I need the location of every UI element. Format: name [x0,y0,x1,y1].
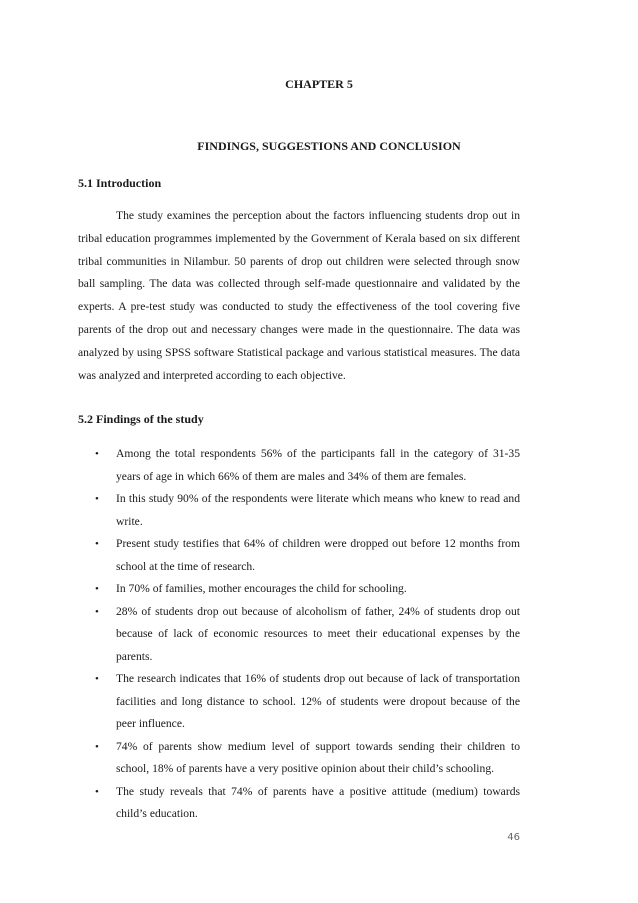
list-item [78,668,520,736]
bullet-icon: • [95,673,99,685]
list-item [78,601,520,669]
list-item-text: The research indicates that 16% of students drop out because of lack of transportation facilities and long distance to school. 12% of students were dropout because of the peer influence. [116,672,520,730]
list-item-text: In this study 90% of the respondents were literate which means who knew to read and write. [116,492,520,528]
list-item [78,533,520,578]
section-heading-findings: 5.2 Findings of the study [78,412,204,426]
findings-list [78,443,520,826]
list-item-text: The study reveals that 74% of parents have a positive attitude (medium) towards child’s education. [116,784,520,820]
bullet-icon: • [95,448,99,460]
list-item [78,578,520,601]
list-item-text: In 70% of families, mother encourages the child for schooling. [116,582,407,595]
bullet-icon: • [95,785,99,798]
introduction-paragraph: The study examines the perception about the factors influencing students drop out in tribal education programmes implemented by the Government of Kerala based on six different tribal communities in Nilambur. 50 parents of drop out children were selected through snow ball sampling. The data was collected through self-made questionnaire and validated by the experts. A pre-test study was conducted to study the effectiveness of the tool covering five parents of the drop out and necessary changes were made in the questionnaire. The data was analyzed by using SPSS software Statistical package and various statistical measures. The data was analyzed and interpreted according to each objective. [78,209,520,382]
list-item-text: 28% of students drop out because of alcoholism of father, 24% of students drop out because of lack of economic resources to meet their educational expenses by the parents. [116,604,520,663]
page-number: 46 [507,832,520,843]
list-item-text: Among the total respondents 56% of the participants fall in the category of 31-35 years of age in which 66% of them are males and 34% of them are females. [116,447,520,483]
list-item [78,443,520,488]
chapter-title: FINDINGS, SUGGESTIONS AND CONCLUSION [197,139,461,153]
bullet-icon: • [95,605,99,618]
list-item-text: 74% of parents show medium level of support towards sending their children to school, 18% of parents have a very positive opinion about their child’s schooling. [116,739,520,775]
chapter-label: CHAPTER 5 [285,77,353,91]
bullet-icon: • [95,740,99,753]
list-item [78,781,520,826]
bullet-icon: • [95,538,99,550]
list-item [78,736,520,781]
bullet-icon: • [95,493,99,505]
list-item-text: Present study testifies that 64% of children were dropped out before 12 months from school at the time of research. [116,537,520,573]
list-item [78,488,520,533]
section-heading-introduction: 5.1 Introduction [78,176,162,190]
bullet-icon: • [95,583,99,595]
